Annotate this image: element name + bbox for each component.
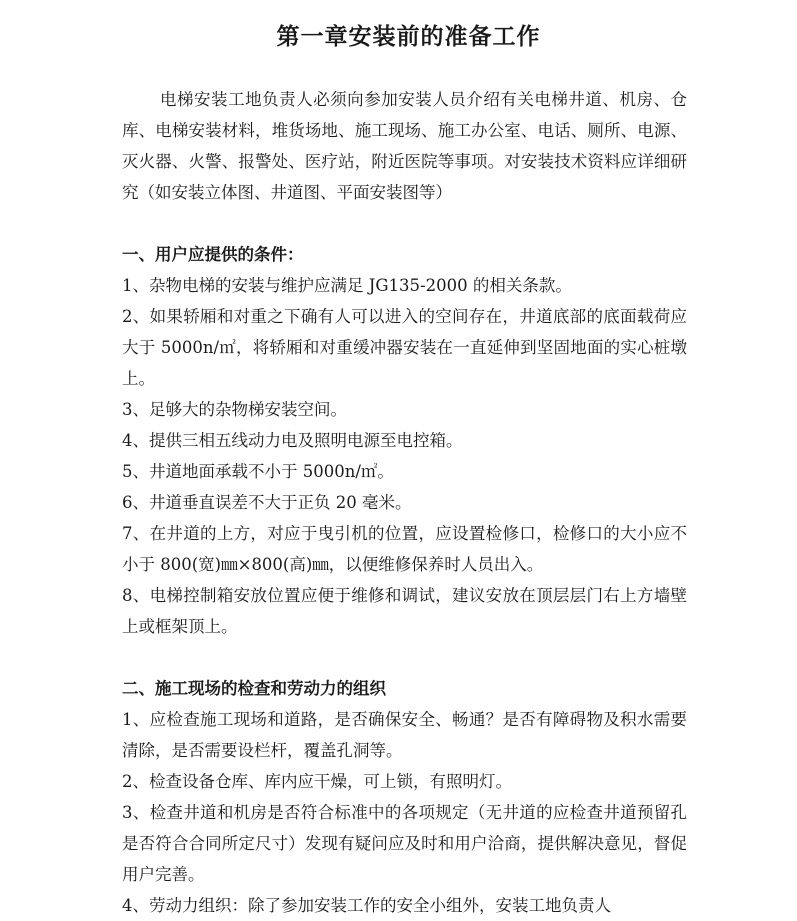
section-user-conditions [122,239,687,642]
list-item: 7、在井道的上方，对应于曳引机的位置，应设置检修口，检修口的大小应不小于 800(宽)㎜×800(高)㎜，以便维修保养时人员出入。 [122,524,687,574]
list-item: 3、检查井道和机房是否符合标准中的各项规定（无井道的应检查井道预留孔是否符合合同所定尺寸）发现有疑问应及时和用户洽商，提供解决意见，督促用户完善。 [122,803,687,884]
list-item: 3、足够大的杂物梯安装空间。 [122,400,347,419]
document-title: 第一章安装前的准备工作 [276,24,541,50]
intro-paragraph: 电梯安装工地负责人必须向参加安装人员介绍有关电梯井道、机房、仓库、电梯安装材料，堆货场地、施工现场、施工办公室、电话、厕所、电源、灭火器、火警、报警处、医疗站，附近医院等事项。对安装技术资料应详细研究（如安装立体图、井道图、平面安装图等） [122,90,687,202]
list-item: 4、提供三相五线动力电及照明电源至电控箱。 [122,431,463,450]
section-heading: 一、用户应提供的条件： [122,245,304,264]
document-body [122,84,687,921]
list-item: 8、电梯控制箱安放位置应便于维修和调试，建议安放在顶层层门右上方墙壁上或框架顶上。 [122,586,687,636]
list-item: 2、检查设备仓库、库内应干燥，可上锁，有照明灯。 [122,772,512,791]
section-heading: 二、施工现场的检查和劳动力的组织 [122,679,386,698]
section-site-inspection [122,673,687,921]
list-item: 1、应检查施工现场和道路，是否确保安全、畅通？是否有障碍物及积水需要清除，是否需要设栏杆，覆盖孔洞等。 [122,710,687,760]
list-item: 4、劳动力组织：除了参加安装工作的安全小组外，安装工地负责人 [122,896,611,915]
list-item: 6、井道垂直误差不大于正负 20 毫米。 [122,493,412,512]
list-item: 5、井道地面承载不小于 5000n/㎡。 [122,462,394,481]
list-item: 1、杂物电梯的安装与维护应满足 JG135-2000 的相关条款。 [122,276,572,295]
list-item: 2、如果轿厢和对重之下确有人可以进入的空间存在，井道底部的底面载荷应大于 5000n/㎡，将轿厢和对重缓冲器安装在一直延伸到坚固地面的实心桩墩上。 [122,307,687,388]
